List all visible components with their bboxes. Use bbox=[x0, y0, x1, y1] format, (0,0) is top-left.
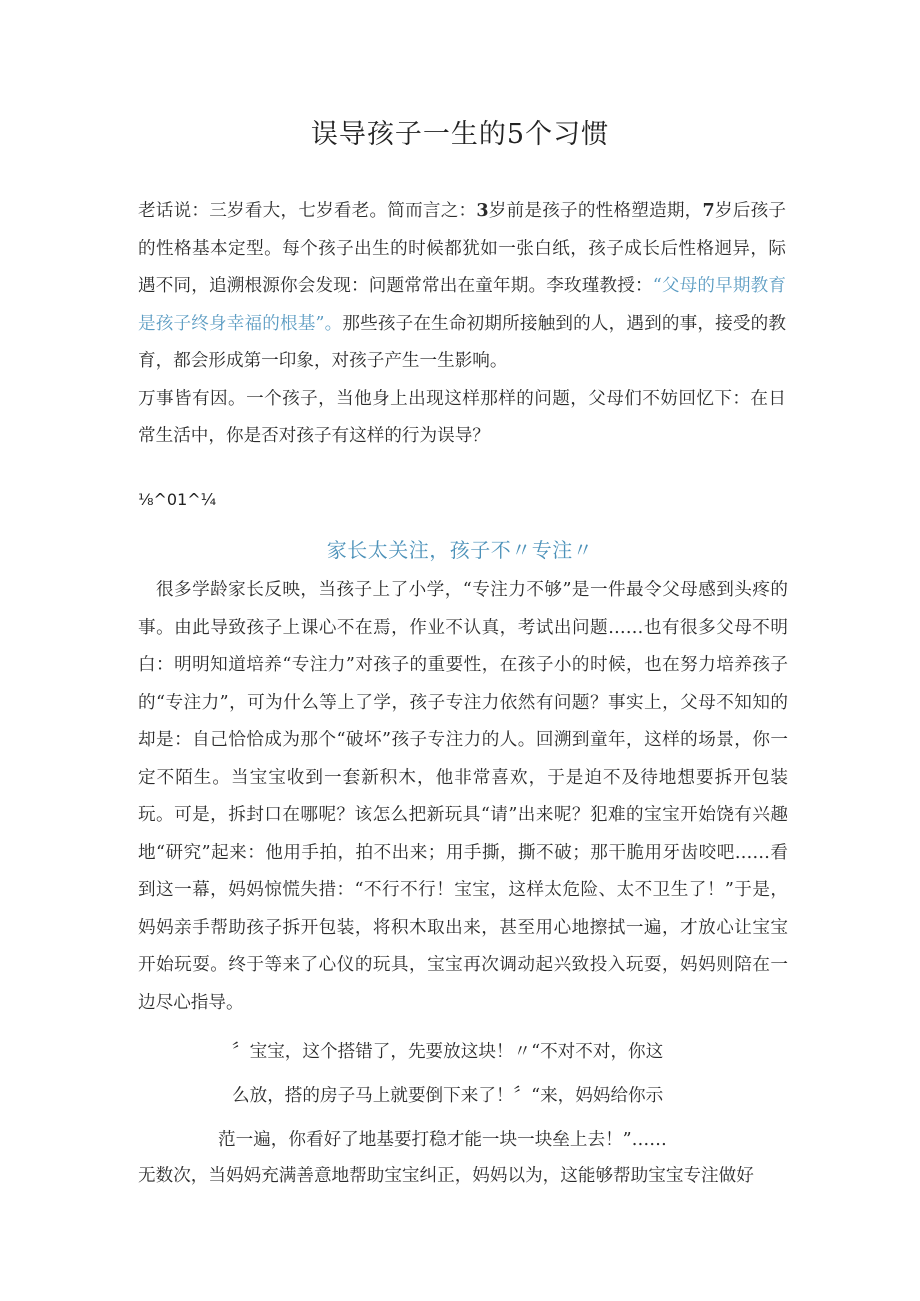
intro-text-b: 岁前是孩子的性格塑造期， bbox=[488, 201, 703, 221]
dialog-line-3: 范一遍，你看好了地基要打稳才能一块一块垒上去！”…… bbox=[218, 1130, 667, 1150]
closing-line: 无数次，当妈妈充满善意地帮助宝宝纠正，妈妈以为，这能够帮助宝宝专注做好 bbox=[138, 1166, 754, 1186]
intro-quote: “父母的早期教育是孩子终身幸福的根基”。 bbox=[138, 276, 786, 334]
dialog-line-2: 么放，搭的房子马上就要倒下来了！〞“来，妈妈给你示 bbox=[232, 1086, 664, 1106]
document-title: 误导孩子一生的5个习惯 bbox=[310, 119, 610, 150]
intro-text-c: 岁后孩子的性格基本定型。每个孩子出生的时候都犹如一张白纸，孩子成长后性格迥异，际遇不同，追溯根源你会发现：问题常常出在童年期。李玫瑾教授： bbox=[138, 201, 786, 296]
section-heading: 家长太关注，孩子不〃专注〃 bbox=[326, 538, 594, 562]
intro-text-a: 老话说：三岁看大，七岁看老。简而言之： bbox=[138, 201, 477, 221]
garbled-code-line: ⅛^01^¼ bbox=[138, 490, 217, 509]
intro-number-3: 3 bbox=[476, 200, 489, 221]
intro-text-d: 那些孩子在生命初期所接触到的人，遇到的事，接受的教育，都会形成第一印象，对孩子产生一生影响。 bbox=[138, 313, 786, 371]
intro-paragraph bbox=[138, 192, 786, 456]
intro-number-7: 7 bbox=[702, 200, 715, 221]
section-body: 很多学龄家长反映，当孩子上了小学，“专注力不够”是一件最令父母感到头疼的事。由此导致孩子上课心不在焉，作业不认真，考试出问题……也有很多父母不明白：明明知道培养“专注力”对孩子的重要性，在孩子小的时候，也在努力培养孩子的“专注力”，可为什么等上了学，孩子专注力依然有问题？事实上，父母不知知的却是：自己恰恰成为那个“破坏”孩子专注力的人。回溯到童年，这样的场景，你一定不陌生。当宝宝收到一套新积木，他非常喜欢，于是迫不及待地想要拆开包装玩。可是，拆封口在哪呢？该怎么把新玩具“请”出来呢？犯难的宝宝开始饶有兴趣地“研究”起来：他用手拍，拍不出来；用手撕，撕不破；那干脆用牙齿咬吧……看到这一幕，妈妈惊慌失措：“不行不行！宝宝，这样太危险、太不卫生了！”于是，妈妈亲手帮助孩子拆开包装，将积木取出来，甚至用心地擦拭一遍，才放心让宝宝开始玩耍。终于等来了心仪的玩具，宝宝再次调动起兴致投入玩耍，妈妈则陪在一边尽心指导。 bbox=[138, 580, 788, 1013]
intro-paragraph-2: 万事皆有因。一个孩子，当他身上出现这样那样的问题，父母们不妨回忆下：在日常生活中，你是否对孩子有这样的行为误导？ bbox=[138, 388, 786, 446]
dialog-line-1: 〞宝宝，这个搭错了，先要放这块！〃“不对不对，你这 bbox=[232, 1042, 664, 1062]
